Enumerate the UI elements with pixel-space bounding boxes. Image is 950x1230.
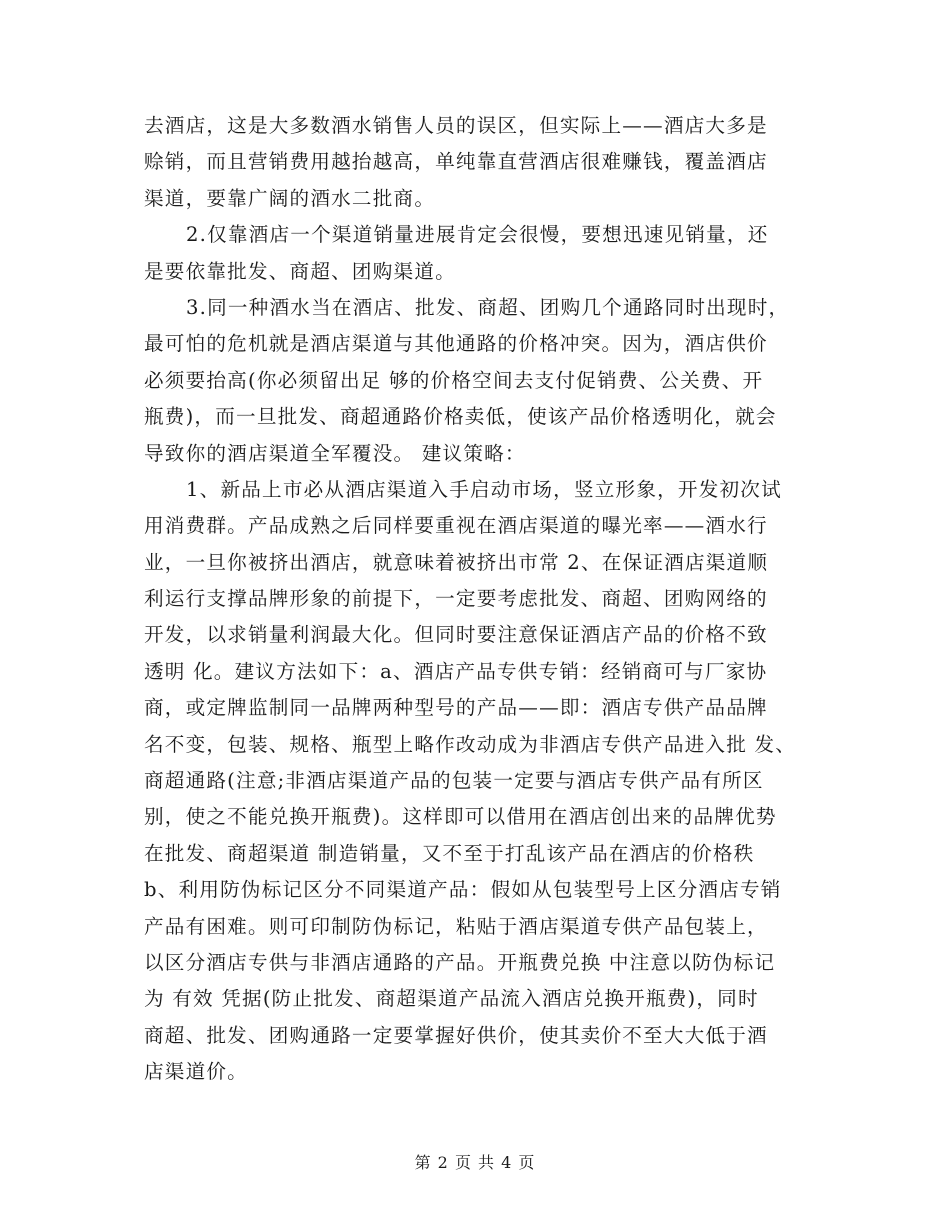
text-line: 导致你的酒店渠道全军覆没。 建议策略：	[144, 441, 526, 465]
text-line: 商，或定牌监制同一品牌两种型号的产品——即：酒店专供产品品牌	[144, 696, 768, 720]
page-number-footer: 第 2 页 共 4 页	[414, 1153, 536, 1172]
text-line: 1、新品上市必从酒店渠道入手启动市场，竖立形象，开发初次试	[186, 477, 782, 501]
text-line: 渠道，要靠广阔的酒水二批商。	[144, 186, 436, 210]
body-text	[144, 108, 834, 1091]
text-line: 去酒店，这是大多数酒水销售人员的误区，但实际上——酒店大多是	[144, 114, 768, 137]
text-line: 产品有困难。则可印制防伪标记，粘贴于酒店渠道专供产品包装上，	[144, 914, 768, 938]
text-line: 是要依靠批发、商超、团购渠道。	[144, 259, 456, 283]
text-line: 瓶费)，而一旦批发、商超通路价格卖低，使该产品价格透明化，就会	[144, 405, 777, 429]
text-line: 在批发、商超渠道 制造销量，又不至于打乱该产品在酒店的价格秩	[144, 841, 755, 865]
text-line: 必须要抬高(你必须留出足 够的价格空间去支付促销费、公关费、开	[144, 368, 764, 392]
text-line: 店渠道价。	[144, 1060, 248, 1084]
text-line: 最可怕的危机就是酒店渠道与其他通路的价格冲突。因为，酒店供价	[144, 332, 768, 356]
text-line: 用消费群。产品成熟之后同样要重视在酒店渠道的曝光率——酒水行	[144, 514, 768, 538]
text-line: 以区分酒店专供与非酒店通路的产品。开瓶费兑换 中注意以防伪标记	[144, 950, 776, 974]
text-line: 开发，以求销量利润最大化。但同时要注意保证酒店产品的价格不致	[144, 623, 768, 647]
text-line: b、利用防伪标记区分不同渠道产品：假如从包装型号上区分酒店专销	[144, 878, 782, 902]
text-line: 3.同一种酒水当在酒店、批发、商超、团购几个通路同时出现时，	[186, 295, 790, 319]
text-line: 透明 化。建议方法如下：a、酒店产品专供专销：经销商可与厂家协	[144, 659, 768, 683]
text-line: 利运行支撑品牌形象的前提下，一定要考虑批发、商超、团购网络的	[144, 587, 768, 611]
text-line: 名不变，包装、规格、瓶型上略作改动成为非酒店专供产品进入批 发、	[144, 732, 797, 756]
text-line: 商超、批发、团购通路一定要掌握好供价，使其卖价不至大大低于酒	[144, 1023, 768, 1047]
text-line: 商超通路(注意;非酒店渠道产品的包装一定要与酒店专供产品有所区	[144, 769, 764, 793]
text-line: 为 有效 凭据(防止批发、商超渠道产品流入酒店兑换开瓶费)，同时	[144, 987, 759, 1011]
text-line: 别，使之不能兑换开瓶费)。这样即可以借用在酒店创出来的品牌优势	[144, 805, 777, 829]
text-line: 赊销，而且营销费用越抬越高，单纯靠直营酒店很难赚钱，覆盖酒店	[144, 150, 768, 174]
text-line: 业，一旦你被挤出酒店，就意味着被挤出市常 2、在保证酒店渠道顺	[144, 550, 769, 574]
text-line: 2.仅靠酒店一个渠道销量进展肯定会很慢，要想迅速见销量，还	[186, 223, 769, 247]
